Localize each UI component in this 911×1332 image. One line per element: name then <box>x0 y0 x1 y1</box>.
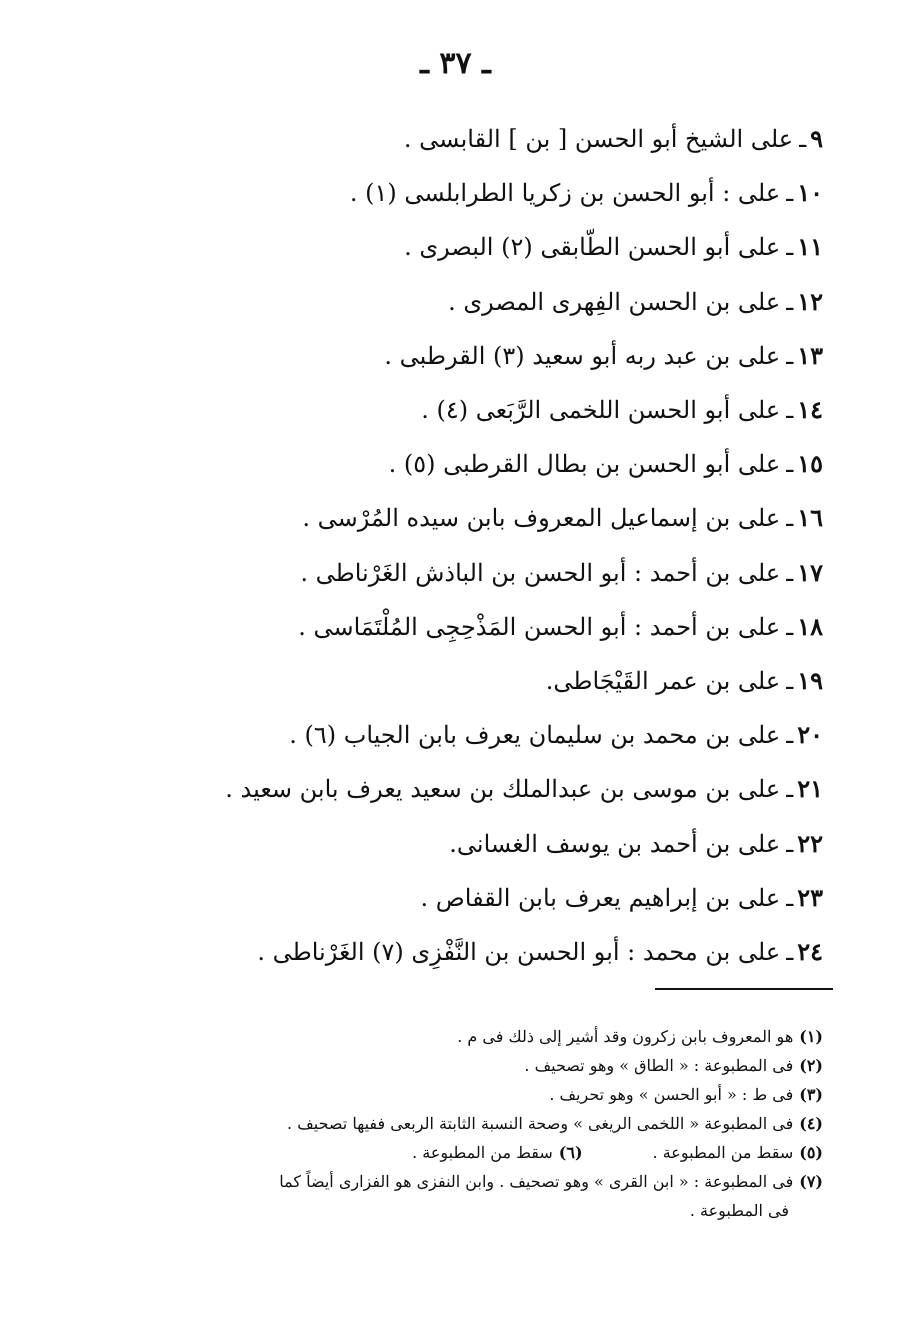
entry-list <box>225 112 823 979</box>
entry-text: على بن أحمد : أبو الحسن بن الباذش الغَرْناطى . <box>300 558 781 587</box>
entry-23 <box>303 871 823 925</box>
entry-number: ٩ <box>810 124 823 154</box>
entry-dash: ـ <box>786 721 794 750</box>
footnote-text: هو المعروف بابن زكرون وقد أشير إلى ذلك فى م . <box>457 1027 794 1046</box>
entry-15 <box>303 437 823 491</box>
entry-text: على أبو الحسن بن بطال القرطبى (٥) . <box>388 450 781 479</box>
footnote-5 <box>653 1138 823 1167</box>
entry-dash: ـ <box>786 179 794 208</box>
entry-number: ٢٤ <box>797 936 823 966</box>
entry-text: على بن إسماعيل المعروف بابن سيده المُرْسى . <box>302 504 781 533</box>
entry-21 <box>225 762 823 816</box>
entry-text: على بن محمد : أبو الحسن بن النَّفْزِى (٧) الغَرْناطى . <box>257 937 781 966</box>
entry-dash: ـ <box>786 775 794 804</box>
footnote-text: سقط من المطبوعة . <box>412 1143 553 1162</box>
entry-number: ٢٢ <box>797 828 823 858</box>
entry-dash: ـ <box>786 341 794 370</box>
entry-text: على بن محمد بن سليمان يعرف بابن الجياب (٦) . <box>289 721 781 750</box>
entry-text: على أبو الحسن الطّابقى (٢) البصرى . <box>404 233 781 262</box>
entry-dash: ـ <box>786 287 794 316</box>
entry-12 <box>303 275 823 329</box>
footnote-number: (٤) <box>799 1114 823 1133</box>
entry-text: على بن الحسن الفِهرى المصرى . <box>448 287 781 316</box>
entry-9 <box>303 112 823 166</box>
entry-dash: ـ <box>786 396 794 425</box>
footnote-text: فى المطبوعة : « ابن القرى » وهو تصحيف . وابن النفزى هو الفزارى أيضاً كما <box>279 1172 794 1191</box>
entry-number: ١٨ <box>797 611 823 641</box>
footnote-text: فى المطبوعة : « الطاق » وهو تصحيف . <box>524 1056 794 1075</box>
entry-text: على بن موسى بن عبدالملك بن سعيد يعرف بابن سعيد . <box>225 775 781 804</box>
entry-11 <box>303 220 823 274</box>
entry-text: على بن إبراهيم يعرف بابن القفاص . <box>420 883 781 912</box>
footnote-1 <box>123 1022 823 1051</box>
entry-dash: ـ <box>786 233 794 262</box>
entry-text: على أبو الحسن اللخمى الرَّبَعى (٤) . <box>421 396 781 425</box>
footnote-6 <box>412 1138 582 1167</box>
entry-dash: ـ <box>786 558 794 587</box>
entry-text: على بن أحمد : أبو الحسن المَذْحِجِى المُلْتَمَاسى . <box>298 612 781 641</box>
footnote-pair-5-6 <box>123 1138 823 1167</box>
entry-number: ٢٣ <box>797 882 823 912</box>
entry-dash: ـ <box>786 450 794 479</box>
entry-text: على بن عبد ربه أبو سعيد (٣) القرطبى . <box>384 341 781 370</box>
entry-14 <box>303 383 823 437</box>
entry-text: على الشيخ أبو الحسن [ بن ] القابسى . <box>403 125 794 154</box>
entry-24 <box>257 925 823 979</box>
footnote-number: (٦) <box>558 1143 583 1162</box>
entry-dash: ـ <box>786 612 794 641</box>
entry-number: ٢١ <box>797 774 823 804</box>
entry-18 <box>298 600 823 654</box>
entry-dash: ـ <box>786 666 794 695</box>
entry-number: ٢٠ <box>797 720 823 750</box>
entry-17 <box>300 546 823 600</box>
entry-number: ١١ <box>797 232 823 262</box>
entry-13 <box>303 329 823 383</box>
footnote-text: سقط من المطبوعة . <box>652 1143 794 1162</box>
entry-dash: ـ <box>786 829 794 858</box>
entry-text: على : أبو الحسن بن زكريا الطرابلسى (١) . <box>349 179 781 208</box>
page-number: ـ ٣٧ ـ <box>420 46 491 81</box>
entry-dash: ـ <box>786 504 794 533</box>
entry-number: ١٩ <box>797 665 823 695</box>
entry-number: ١٢ <box>797 286 823 316</box>
entry-number: ١٠ <box>797 178 823 208</box>
entry-19 <box>303 654 823 708</box>
footnote-7 <box>123 1167 823 1196</box>
entry-number: ١٥ <box>797 449 823 479</box>
entry-text: على بن أحمد بن يوسف الغسانى. <box>449 829 781 858</box>
footnote-number: (٢) <box>799 1056 823 1075</box>
footnote-3 <box>123 1080 823 1109</box>
entry-number: ١٣ <box>797 340 823 370</box>
entry-20 <box>289 708 823 762</box>
footnote-4 <box>123 1109 823 1138</box>
entry-number: ١٧ <box>797 557 823 587</box>
footnote-divider <box>655 988 833 990</box>
entry-16 <box>303 491 823 545</box>
entry-number: ١٦ <box>797 503 823 533</box>
footnote-text: فى ط : « أبو الحسن » وهو تحريف . <box>549 1085 794 1104</box>
entry-dash: ـ <box>799 125 807 154</box>
entry-dash: ـ <box>786 937 794 966</box>
entry-dash: ـ <box>786 883 794 912</box>
entry-text: على بن عمر القَيْجَاطى. <box>545 666 781 695</box>
entry-number: ١٤ <box>797 395 823 425</box>
footnote-7-continuation: فى المطبوعة . <box>689 1201 789 1220</box>
footnote-number: (٥) <box>799 1143 823 1162</box>
footnotes <box>123 1022 823 1225</box>
footnote-text: فى المطبوعة « اللخمى الريغى » وصحة النسبة الثابتة الربعى ففيها تصحيف . <box>287 1114 794 1133</box>
footnote-number: (٣) <box>799 1085 823 1104</box>
footnote-number: (١) <box>799 1027 823 1046</box>
footnote-number: (٧) <box>799 1172 823 1191</box>
entry-22 <box>303 816 823 870</box>
footnote-2 <box>123 1051 823 1080</box>
entry-10 <box>303 166 823 220</box>
